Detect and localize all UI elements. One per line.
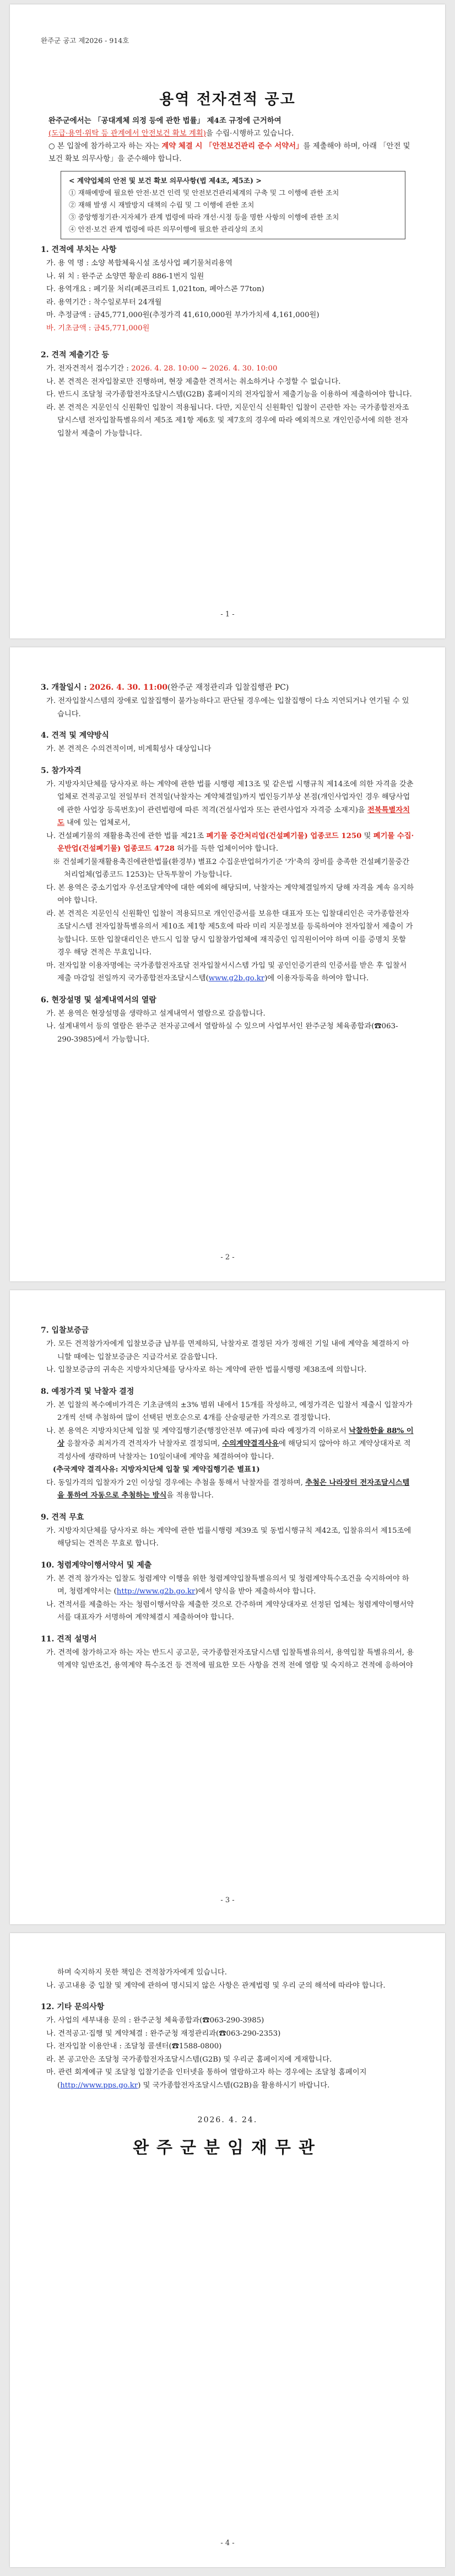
section-7-title: 7. 입찰보증금 xyxy=(41,1326,89,1335)
s10-item-ga: 가. 본 견적 참가자는 입찰도 청렴계약 이행을 위한 청렴계약입찰특별유의서 및 청렴계약특수조건을 숙지하여야 하며, 청렴계약서는 ( xyxy=(46,1574,409,1596)
obligation-item: ② 재해 발생 시 재발방지 대책의 수립 및 그 이행에 관한 조치 xyxy=(69,201,254,209)
s8-lottery-method: 추첨은 나라장터 전자조달시스템을 통하여 자동으로 추첨하는 방식 xyxy=(57,1478,410,1500)
g2b-link[interactable]: www.g2b.go.kr xyxy=(208,974,265,983)
s6-item-ga: 가. 본 용역은 현장설명을 생략하고 설계내역서 열람으로 갈음합니다. xyxy=(46,1009,266,1018)
s8-item-da: 다. 동일가격의 입찰자가 2인 이상일 경우에는 추첨을 통해서 낙찰자를 결정하며, xyxy=(46,1478,306,1487)
s2-item-ga-label: 가. 전자견적서 접수기간 : xyxy=(46,364,132,373)
s12-item-ra: 라. 본 공고안은 조달청 국가종합전자조달시스템(G2B) 및 우리군 홈페이지에 게재합니다. xyxy=(46,2055,332,2064)
obligations-box-title: < 계약업체의 안전 및 보건 확보 의무사항(법 제4조, 제5조) > xyxy=(69,176,262,185)
page-number: - 3 - xyxy=(220,1896,235,1904)
s7-item-ga: 가. 모든 견적참가자에게 입찰보증금 납부를 면제하되, 낙찰자로 결정된 자가 정해진 기일 내에 계약을 체결하지 아니할 때에는 입찰보증금은 지급각서로 갈음합니다. xyxy=(46,1340,409,1361)
s4-item-ga: 가. 본 견적은 수의견적이며, 비계획성사 대상입니다 xyxy=(46,745,212,753)
s5-item-ma: 마. 전자입찰 이용자명에는 국가종합전자조달 전자입찰서시스템 가입 및 공인인증기관의 인증서를 받은 후 입찰서 제출 마감일 전일까지 국가종합전자조달시스템( xyxy=(46,961,407,983)
section-1-title: 1. 견적에 부치는 사항 xyxy=(41,245,117,254)
s3-item-ga: 가. 전자입찰시스템의 장애로 입찰집행이 불가능하다고 판단될 경우에는 입찰집행이 다소 지연되거나 연기될 수 있습니다. xyxy=(46,697,409,718)
s5-note: ※ 건설폐기물재활용촉진에관한법률(환경부) 별표2 수집운반업허가기준 '가'축의 장비를 충족한 건설폐기물중간처리업체(업종코드 1253)는 단독투찰이 가능합니다. xyxy=(53,857,410,879)
s8-lower-limit-rate: 낙찰하한율 88% 이상 xyxy=(57,1426,414,1448)
s12-item-ma-tail: ) 및 국가종합전자조달시스템(G2B)을 활용하시기 바랍니다. xyxy=(138,2081,330,2090)
section-12-title: 12. 기타 문의사항 xyxy=(41,2003,105,2011)
s8-disqualification: 수의계약결격사유 xyxy=(222,1440,279,1448)
page-title: 용역 전자견적 공고 xyxy=(159,91,296,108)
notice-number: 완주군 공고 제2026 - 914호 xyxy=(41,36,129,45)
document-page-3 xyxy=(10,1290,445,1924)
s8-item-na: 나. 본 용역은 지방자치단체 입찰 및 계약집행기준(행정안전부 예규)에 따라 예정가격 이하로서 xyxy=(46,1426,349,1435)
s12-item-na: 나. 견적공고·집행 및 계약체결 : 완주군청 재정관리과(☎063-290-2353) xyxy=(46,2029,281,2038)
opening-datetime: 2026. 4. 30. 11:00 xyxy=(89,683,168,692)
section-7-11 xyxy=(41,1323,414,1672)
page-number: - 2 - xyxy=(220,1253,235,1262)
s5-item-na-and: 및 xyxy=(364,831,373,840)
s12-item-ga: 가. 사업의 세부내용 문의 : 완주군청 체육종합과(☎063-290-3985) xyxy=(46,2016,264,2025)
section-3-6 xyxy=(41,680,414,1046)
s8-item-ga: 가. 본 입찰의 복수예비가격은 기초금액의 ±3% 범위 내에서 15개를 작성하고, 예정가격은 입찰서 제출시 입찰자가 2개씩 선택 추첨하여 많이 선택된 번호순으로 4개를 산술평균한 가격으로 결정합니다. xyxy=(46,1400,413,1422)
s1-item-ma: 마. 추정금액 : 금45,771,000원(추정가격 41,610,000원 부가가치세 4,161,000원) xyxy=(46,311,319,319)
page-number: - 1 - xyxy=(220,610,235,619)
g2b-url-link[interactable]: http://www.g2b.go.kr xyxy=(116,1587,196,1596)
s11-item-na: 나. 공고내용 중 입찰 및 계약에 관하여 명시되지 않은 사항은 관계법령 및 우리 군의 해석에 따라야 합니다. xyxy=(46,1981,386,1990)
intro-tail-text: 을 수립·시행하고 있습니다. xyxy=(206,130,294,138)
s12-item-da: 다. 전자입찰 이용안내 : 조달청 콜센터(☎1588-0800) xyxy=(46,2042,222,2051)
section-11-12 xyxy=(41,1966,414,2158)
document-page-2 xyxy=(10,647,445,1281)
s1-item-ba: 바. 기초금액 : 금45,771,000원 xyxy=(46,324,150,332)
s11-item-ga: 가. 견적에 참가하고자 하는 자는 반드시 공고문, 국가종합전자조달시스템 입찰특별유의서, 용역입찰 특별유의서, 용역계약 일반조건, 용역계약 특수조건 등 견적에 필요한 모든 사항을 견적 전에 열람 및 숙지하고 견적에 응하여야 xyxy=(46,1648,414,1670)
intro-line-2b: 계약 체결 시 「안전보건관리 준수 서약서」 xyxy=(161,142,304,151)
s1-item-na: 나. 위 치 : 완주군 소양면 황운리 886-1번지 일원 xyxy=(46,272,204,281)
s9-item-ga: 가. 지방자치단체를 당사자로 하는 계약에 관한 법률시행령 제39조 및 동법시행규칙 제42조, 입찰유의서 제15조에 해당되는 견적은 무효로 합니다. xyxy=(46,1526,411,1548)
notice-date: 2026. 4. 24. xyxy=(197,2116,258,2124)
s11-item-ga-cont: 하며 숙지하지 못한 책임은 견적참가자에게 있습니다. xyxy=(57,1968,227,1977)
s10-item-na: 나. 견적서를 제출하는 자는 청렴이행서약을 제출한 것으로 간주하며 계약상대자로 선정된 업체는 청렴계약이행서약서를 대표자가 서명하여 계약체결시 제출하여야 합니다. xyxy=(46,1600,414,1622)
s5-item-ra: 라. 본 견적은 지문인식 신원확인 입찰이 적용되므로 개인인증서를 보유한 대표자 또는 입찰대리인은 국가종합전자조달시스템 전자입찰특별유의서 제10조 제1항 제5호에 따라 미리 지문정보를 등록하여야 전자입찰서 제출이 가능합니다. 또한 입찰대리인은 반드시 입찰 당시 입찰참가업체에 재직중인 임직원이어야 하며 이를 증명치 못할 경우 해당 견적은 무효입니다. xyxy=(46,909,413,957)
s5-region: 전북특별자치도 xyxy=(57,806,410,827)
section-8-title: 8. 예정가격 및 낙찰자 결정 xyxy=(41,1387,134,1396)
s2-item-da: 다. 반드시 조달청 국가종합전자조달시스템(G2B) 홈페이지의 전자입찰서 제출기능을 이용하여 제출하여야 합니다. xyxy=(46,390,412,399)
opening-location: (완주군 재정관리과 입찰집행관 PC) xyxy=(167,683,289,692)
s8-item-na-mid: 응찰자중 최저가격 견적자가 낙찰자로 결정되며, xyxy=(64,1440,223,1448)
pps-link[interactable]: http://www.pps.go.kr xyxy=(60,2081,138,2090)
document-page-4 xyxy=(10,1933,445,2567)
s5-item-na: 나. 건설폐기물의 재활용촉진에 관한 법률 제21조 xyxy=(46,831,207,840)
section-4-title: 4. 견적 및 계약방식 xyxy=(41,731,109,740)
s5-item-da: 다. 본 용역은 중소기업자 우선조달계약에 대한 예외에 해당되며, 낙찰자는 계약체결일까지 당해 자격을 계속 유지하여야 합니다. xyxy=(46,883,414,905)
s6-item-na: 나. 설계내역서 등의 열람은 완주군 전자공고에서 열람하실 수 있으며 사업부서인 완주군청 체육종합과(☎063-290-3985)에서 가능합니다. xyxy=(46,1022,398,1044)
issuing-authority: 완주군분임재무관 xyxy=(133,2138,322,2158)
s2-item-na: 나. 본 견적은 전자입찰로만 진행하며, 현장 제출한 견적서는 취소하거나 수정할 수 없습니다. xyxy=(46,377,341,386)
s5-item-ga: 가. 지방자치단체를 당사자로 하는 계약에 관한 법률 시행령 제13조 및 같은법 시행규칙 제14조에 의한 자격을 갖춘 업체로 견적공고일 전일부터 견적일(낙찰자는 계약체결일)까지 법인등기부상 본점(개인사업자인 경우 해당사업에 관한 사업장 등록번호)이 관련법령에 따른 적격(건설사업자 또는 관련사업자 자격증 소재지)을 xyxy=(46,780,414,814)
s12-item-ma: 마. 관련 회계예규 및 조달청 입찰기준을 인터넷을 통하여 열람하고자 하는 경우에는 조달청 홈페이지( xyxy=(46,2068,367,2090)
s8-item-na-tail: 에 해당되지 않아야 하고 계약상대자로 적격성사에 생략하며 낙찰자는 10일이내에 계약을 체결하여야 합니다. xyxy=(57,1440,411,1461)
section-5-title: 5. 참가자격 xyxy=(41,766,82,775)
s5-license-2: 폐기물 수집·운반업(건설폐기물) 업종코드 4728 xyxy=(57,831,414,853)
obligation-item: ③ 중앙행정기관·지자체가 관계 법령에 따라 개선·시정 등을 명한 사항의 이행에 관한 조치 xyxy=(69,213,339,221)
section-9-title: 9. 견적 무효 xyxy=(41,1512,84,1522)
s5-license-1: 폐기물 중간처리업(건설폐기물) 업종코드 1250 xyxy=(206,831,362,840)
obligations-box xyxy=(61,171,405,239)
document-page-1 xyxy=(10,4,445,638)
s5-item-na-tail: 허가를 득한 업체이어야 합니다. xyxy=(177,845,279,853)
intro-red-text: (도급·용역·위탁 등 관계에서 안전보건 확보 계획) xyxy=(48,130,207,138)
obligation-item: ① 재해예방에 필요한 안전·보건 인력 및 안전보건관리체계의 구축 및 그 이행에 관한 조치 xyxy=(69,189,339,197)
s10-item-ga-tail: )에서 양식을 받아 제출하셔야 합니다. xyxy=(195,1587,316,1596)
page-number: - 4 - xyxy=(220,2539,235,2547)
section-6-title: 6. 현장설명 및 설계내역서의 열람 xyxy=(41,995,156,1005)
s5-item-ga-tail: 내에 있는 업체로서, xyxy=(67,819,131,827)
s7-item-na: 나. 입찰보증금의 귀속은 지방자치단체를 당사자로 하는 계약에 관한 법률시행령 제38조에 의합니다. xyxy=(46,1366,367,1374)
section-1-2 xyxy=(41,243,414,440)
intro-line-2c: 를 제출해야 하며, 아래 「안전 및 보건 확보 의무사항」을 준수해야 합니다. xyxy=(48,142,410,163)
obligation-item: ④ 안전·보건 관계 법령에 따른 의무이행에 필요한 관리상의 조치 xyxy=(69,225,263,233)
section-2-title: 2. 견적 제출기간 등 xyxy=(41,351,109,359)
s2-item-ra: 라. 본 견적은 지문인식 신원확인 입찰이 적용됩니다. 다만, 지문인식 신원확인 입찰이 곤란한 자는 국가종합전자조달시스템 전자입찰특별유의서 제5조 제1항 제6호 및 제7호의 경우에 따라 예외적으로 개인인증서에 의한 전자입찰서 제출이 가능합니다. xyxy=(46,403,409,438)
s1-item-da: 다. 용역개요 : 폐기물 처리(폐콘크리트 1,021ton, 폐아스콘 77ton) xyxy=(46,285,264,293)
s8-note: (추국계약 결격사유: 지방자치단체 입찰 및 계약집행기준 별표1) xyxy=(53,1466,260,1474)
intro-paragraph xyxy=(48,115,413,165)
s1-item-ga: 가. 용 역 명 : 소양 복합체육시설 조성사업 폐기물처리용역 xyxy=(46,259,232,267)
intro-line-2a: ○ 본 입찰에 참가하고자 하는 자는 xyxy=(48,142,160,151)
s1-item-ra: 라. 용역기간 : 착수일로부터 24개월 xyxy=(46,298,162,307)
intro-line-1: 완주군에서는 「공대계체 의정 등에 관한 법률」 제4조 규정에 근거하여 xyxy=(48,116,281,125)
s5-item-ma-tail: )에 이용자등록을 하여야 합니다. xyxy=(264,974,369,983)
s8-item-da-tail: 을 적용합니다. xyxy=(166,1491,214,1500)
section-3-title: 3. 개찰일시 : xyxy=(41,683,90,692)
section-11-title: 11. 견적 설명서 xyxy=(41,1634,97,1644)
s2-submission-period: 2026. 4. 28. 10:00 ~ 2026. 4. 30. 10:00 xyxy=(131,364,278,373)
section-10-title: 10. 청렴계약이행서약서 및 제출 xyxy=(41,1560,152,1570)
